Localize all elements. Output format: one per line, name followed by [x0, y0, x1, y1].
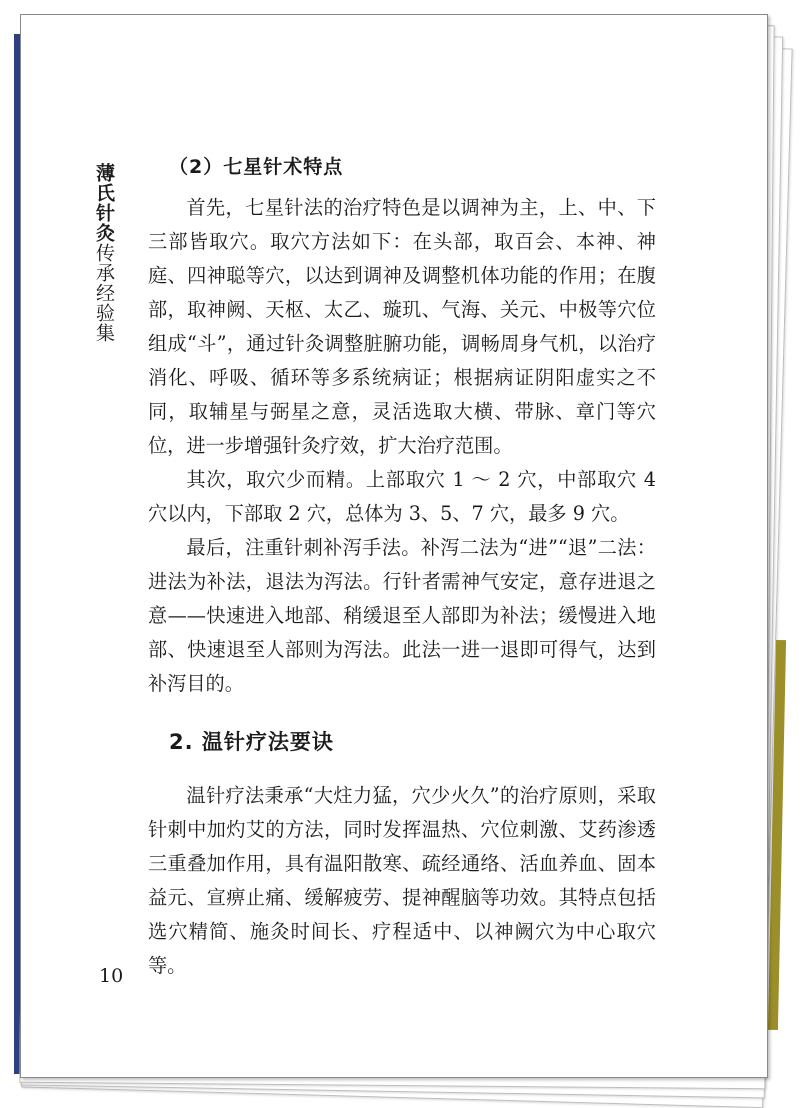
document-page — [20, 14, 768, 1078]
paragraph: 其次，取穴少而精。上部取穴 1 ～ 2 穴，中部取穴 4 穴以内，下部取 2 穴，总体为 3、5、7 穴，最多 9 穴。 — [148, 468, 656, 525]
running-head-title-light: 传承经验集 — [93, 243, 115, 343]
body-text — [148, 155, 656, 983]
paragraph: 最后，注重针刺补泻手法。补泻二法为“进”“退”二法：进法为补法，退法为泻法。行针者需神气安定，意存进退之意——快速进入地部、稍缓退至人部即为补法；缓慢进入地部、快速退至人部则为泻法。此法一进一退即可得气，达到补泻目的。 — [148, 536, 656, 695]
paragraph: 温针疗法秉承“大炷力猛，穴少火久”的治疗原则，采取针刺中加灼艾的方法，同时发挥温热、穴位刺激、艾药渗透三重叠加作用，具有温阳散寒、疏经通络、活血养血、固本益元、宣痹止痛、缓解疲劳、提神醒脑等功效。其特点包括选穴精简、施灸时间长、疗程适中、以神阙穴为中心取穴等。 — [148, 784, 656, 977]
section-heading-warm-needle: 2. 温针疗法要诀 — [169, 730, 334, 754]
subheading-seven-star: （2）七星针术特点 — [169, 156, 344, 178]
paragraph: 首先，七星针法的治疗特色是以调神为主，上、中、下三部皆取穴。取穴方法如下：在头部，取百会、本神、神庭、四神聪等穴，以达到调神及调整机体功能的作用；在腹部，取神阙、天枢、太乙、璇玑、气海、关元、中极等穴位组成“斗”，通过针灸调整脏腑功能，调畅周身气机，以治疗消化、呼吸、循环等多系统病证；根据病证阴阳虚实之不同，取辅星与弼星之意，灵活选取大横、带脉、章门等穴位，进一步增强针灸疗效，扩大治疗范围。 — [148, 196, 656, 457]
running-head — [91, 163, 117, 343]
page-number: 10 — [99, 965, 124, 987]
running-head-title-bold: 薄氏针灸 — [93, 163, 115, 243]
